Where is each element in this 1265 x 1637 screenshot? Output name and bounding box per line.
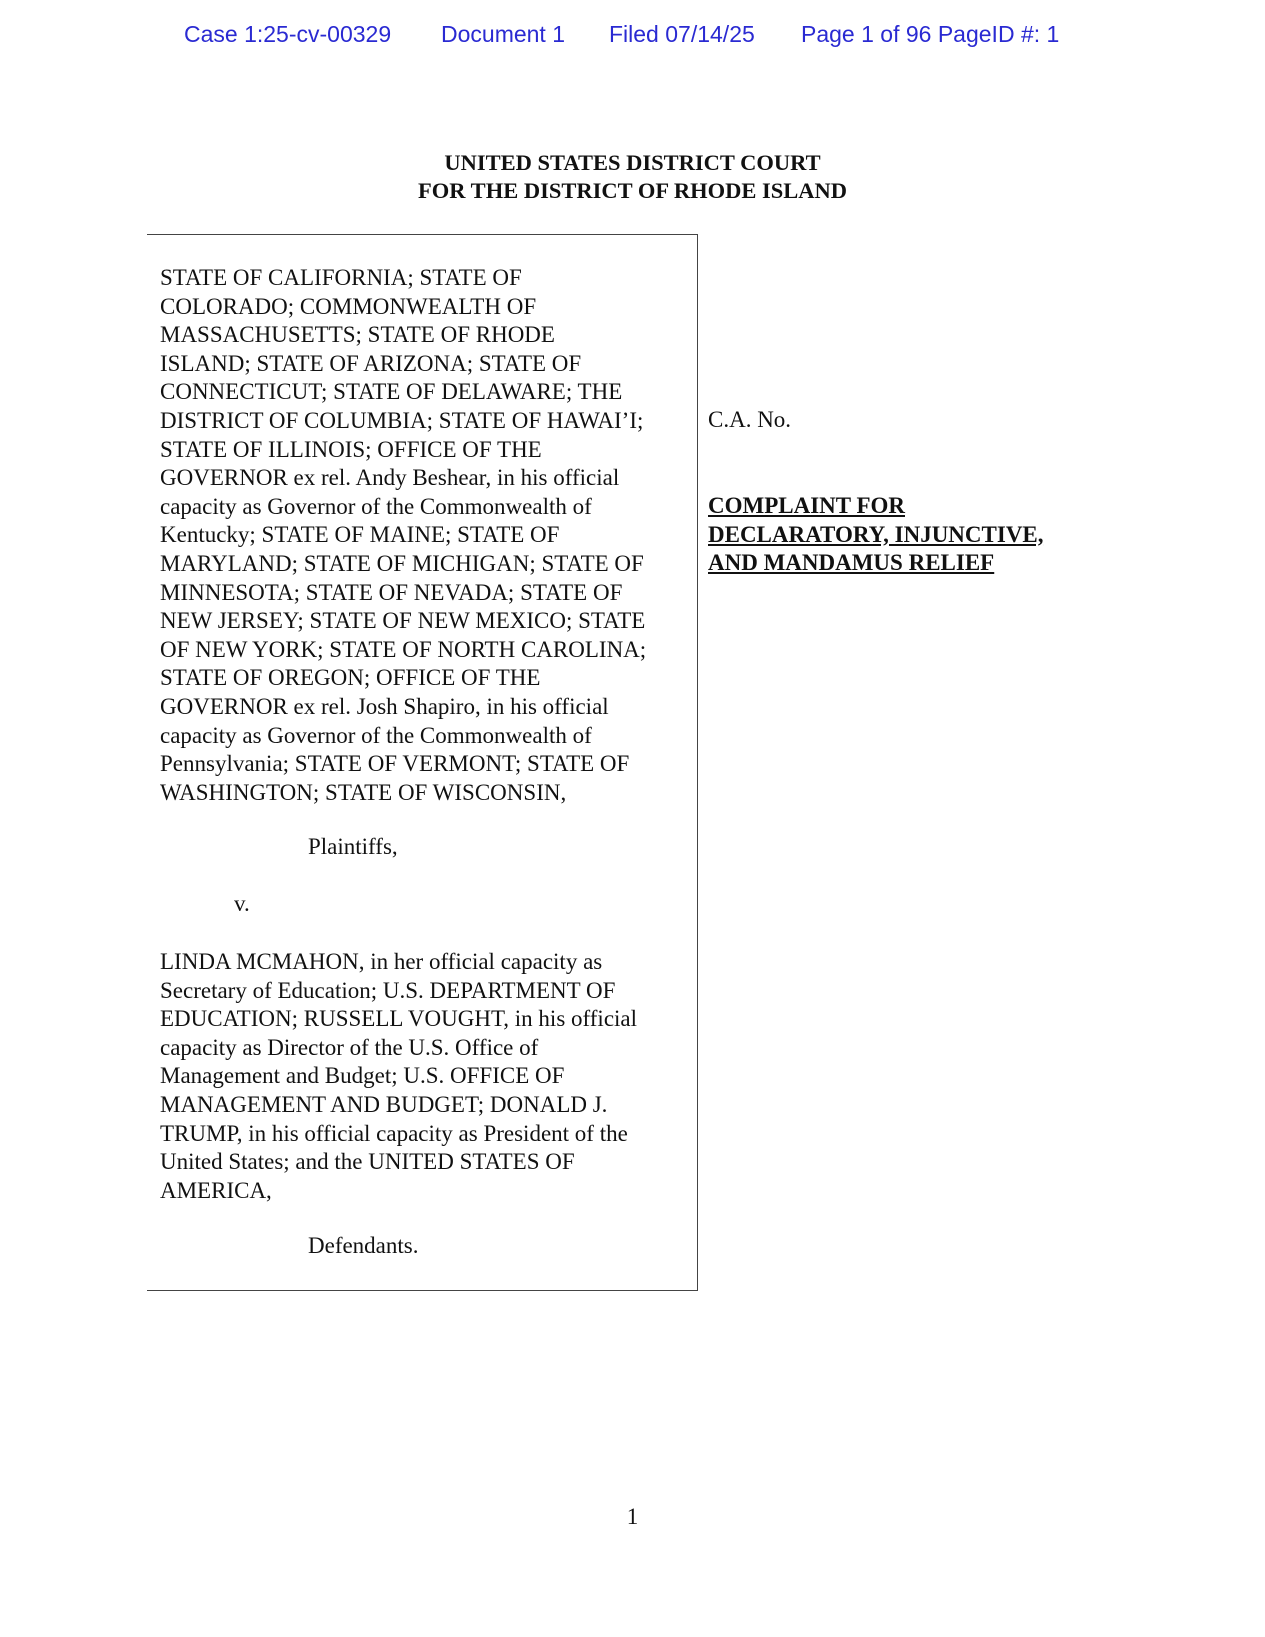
complaint-title-line: COMPLAINT FOR xyxy=(708,493,905,518)
plaintiffs-list xyxy=(160,264,695,807)
page-id: Page 1 of 96 PageID #: 1 xyxy=(801,21,1060,47)
page-number: 1 xyxy=(626,1504,639,1529)
civil-action-number: C.A. No. xyxy=(708,407,792,432)
defendants-line: Secretary of Education; U.S. DEPARTMENT OF xyxy=(160,977,616,1003)
filed-date: Filed 07/14/25 xyxy=(609,21,755,47)
plaintiffs-line: STATE OF ILLINOIS; OFFICE OF THE xyxy=(160,436,542,462)
defendants-line: United States; and the UNITED STATES OF xyxy=(160,1149,575,1175)
defendants-line: AMERICA, xyxy=(160,1177,272,1203)
plaintiffs-line: Kentucky; STATE OF MAINE; STATE OF xyxy=(160,522,560,548)
plaintiffs-line: GOVERNOR ex rel. Josh Shapiro, in his official xyxy=(160,693,609,719)
complaint-title-line: DECLARATORY, INJUNCTIVE, xyxy=(708,521,1044,547)
complaint-title-line: AND MANDAMUS RELIEF xyxy=(708,550,995,576)
court-district: FOR THE DISTRICT OF RHODE ISLAND xyxy=(417,178,848,203)
defendants-line: LINDA MCMAHON, in her official capacity as xyxy=(160,949,603,974)
plaintiffs-line: MASSACHUSETTS; STATE OF RHODE xyxy=(160,322,555,348)
defendants-list xyxy=(160,948,695,1205)
plaintiffs-line: COLORADO; COMMONWEALTH OF xyxy=(160,293,537,319)
defendants-line: TRUMP, in his official capacity as President of the xyxy=(160,1120,628,1146)
plaintiffs-line: MINNESOTA; STATE OF NEVADA; STATE OF xyxy=(160,579,623,605)
defendants-line: Management and Budget; U.S. OFFICE OF xyxy=(160,1063,565,1089)
plaintiffs-line: Pennsylvania; STATE OF VERMONT; STATE OF xyxy=(160,751,630,777)
plaintiffs-line: MARYLAND; STATE OF MICHIGAN; STATE OF xyxy=(160,550,644,576)
defendants-label: Defendants. xyxy=(308,1233,419,1258)
plaintiffs-line: DISTRICT OF COLUMBIA; STATE OF HAWAI’I; xyxy=(160,407,644,433)
plaintiffs-line: STATE OF OREGON; OFFICE OF THE xyxy=(160,665,541,691)
court-heading xyxy=(0,149,1265,205)
complaint-title xyxy=(708,492,1044,578)
plaintiffs-line: CONNECTICUT; STATE OF DELAWARE; THE xyxy=(160,379,623,405)
plaintiffs-label: Plaintiffs, xyxy=(308,834,398,859)
plaintiffs-line: capacity as Governor of the Commonwealth of xyxy=(160,722,592,748)
plaintiffs-line: WASHINGTON; STATE OF WISCONSIN, xyxy=(160,779,567,805)
versus-label: v. xyxy=(234,891,250,916)
plaintiffs-line: GOVERNOR ex rel. Andy Beshear, in his official xyxy=(160,465,620,491)
plaintiffs-line: capacity as Governor of the Commonwealth of xyxy=(160,493,592,519)
document-number: Document 1 xyxy=(441,21,566,47)
plaintiffs-line: OF NEW YORK; STATE OF NORTH CAROLINA; xyxy=(160,636,647,662)
plaintiffs-line: NEW JERSEY; STATE OF NEW MEXICO; STATE xyxy=(160,608,646,634)
defendants-line: capacity as Director of the U.S. Office of xyxy=(160,1034,539,1060)
plaintiffs-line: STATE OF CALIFORNIA; STATE OF xyxy=(160,265,522,290)
defendants-line: MANAGEMENT AND BUDGET; DONALD J. xyxy=(160,1091,608,1117)
case-number: Case 1:25-cv-00329 xyxy=(184,21,392,47)
plaintiffs-line: ISLAND; STATE OF ARIZONA; STATE OF xyxy=(160,350,582,376)
defendants-line: EDUCATION; RUSSELL VOUGHT, in his official xyxy=(160,1006,638,1032)
court-name: UNITED STATES DISTRICT COURT xyxy=(444,150,821,175)
